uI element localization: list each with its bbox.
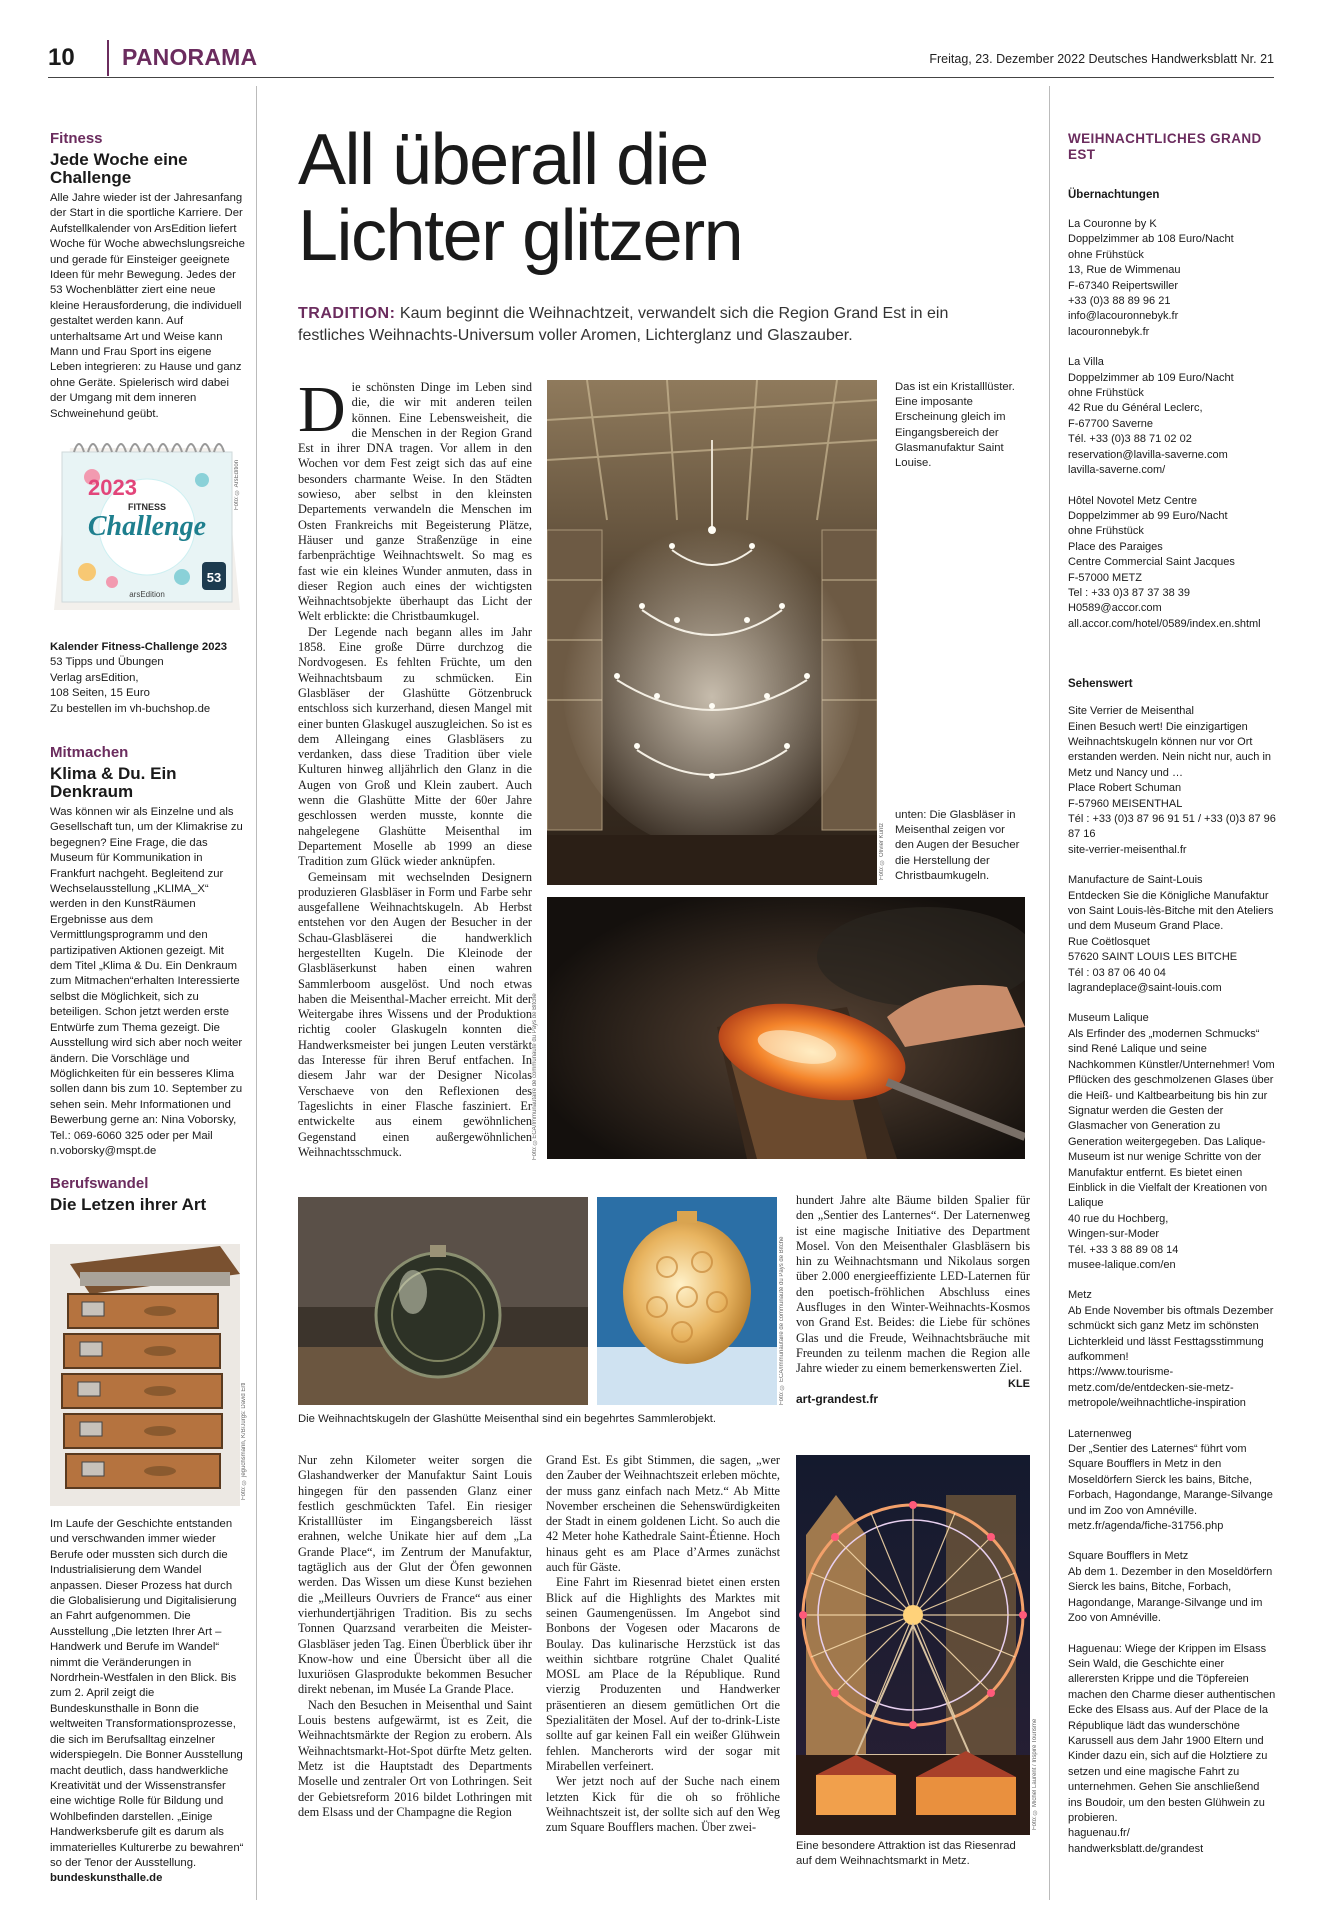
sight-entry: Manufacture de Saint-Louis Entdecken Sie die Königliche Manufaktur von Saint Louis-lès-Bitche mit den Ateliers und dem Museum Grand Place. Rue Coëtlosquet 57620 SAINT LOUIS LES BITCHE Tél : 03 87 06 40 04 lagrandeplace@saint-louis.com — [1068, 874, 1274, 995]
sight-entry: Museum Lalique Als Erfinder des „modernen Schmucks“ sind René Lalique und seine Nachkommen Künstler/Unternehmer! Vom Pflücken des geschmolzenen Glases über die Heiß- und Kaltbearbeitung bis hin zur Signatur werden die Gesten der Glasmacher von Generation zu Generation weitergegeben. Das Lalique-Museum ist nur wenige Schritte von der Manufaktur entfernt. Es bietet einen Einblick in die Vielfalt der Kreationen von Lalique 40 rue du Hochberg, Wingen-sur-Moder Tél. +33 3 88 89 08 14 musee-lalique.com/en — [1068, 1012, 1275, 1271]
column-rule-left — [256, 86, 257, 1900]
calendar-fitness-word: FITNESS — [127, 502, 167, 512]
column-rule-right — [1049, 86, 1050, 1900]
deck-text: Kaum beginnt die Weihnachtzeit, verwandelt sich die Region Grand Est in ein festliches Weihnachts-Universum voller Aromen, Lichterglanz und Glaszauber. — [298, 305, 949, 344]
chandelier-image — [547, 380, 877, 885]
article-paragraph: ie schönsten Dinge im Leben sind die, die wir mit anderen teilen können. Eine Lebensweisheit, die die Menschen in der Region Grand Est in ihrer DNA tragen. Vor allem in den Wochen vor dem Fest zeigt sich das auf eine besonders charmante Weise. In den Städten sowieso, aber selbst in den kleinsten Departements verwandeln die Menschen im Osten Frankreichs mit Begeisterung Plätze, Häuser und ganze Straßenzüge in eine farbenprächtige Weihnachtswelt. So mag es fast wie ein kleines Wunder anmuten, dass in dieser Region auch eines der wichtigsten Weihnachtsobjekte überhaupt das Licht der Welt erblickte: die Christbaumkugel. — [298, 380, 532, 624]
header-separator — [107, 40, 109, 76]
chandelier-credit: Foto: © Olivier Kuntz — [879, 822, 885, 880]
caption-ferris-wheel: Eine besondere Attraktion ist das Riesenrad auf dem Weihnachtsmarkt in Metz. — [796, 1840, 1016, 1868]
infobox-uebernachtungen-head: Übernachtungen — [1068, 189, 1160, 201]
calendar-challenge-word: Challenge — [87, 511, 207, 542]
calendar-info — [50, 640, 245, 717]
ornament-glass-image — [298, 1197, 588, 1405]
calendar-year: 2023 — [88, 475, 137, 500]
glassblower-credit: Foto: ©ECA/Immunautaire de communauté du Pays de Bitche — [532, 993, 538, 1160]
fitness-title: Jede Woche eine Challenge — [50, 150, 188, 187]
article-title: All überall die Lichter glitzern — [298, 120, 743, 276]
article-deck — [298, 303, 1016, 347]
drawers-credit: Foto: © jeguchsmann, K/B/Jürgs: David Ertl — [241, 1382, 247, 1500]
sight-entry: Haguenau: Wiege der Krippen im Elsass Sein Wald, die Geschichte einer allerersten Krippe und die Töpfereien machen den Charme dieser authentischen Ecke des Elsass aus. Auf der Place de la République lädt das wunderschöne Karussell aus dem Jahr 1900 Eltern und Kinder dazu ein, sich auf die Holztiere zu setzen und eine magische Fahrt zu unternehmen. Gehen Sie anschließend ins Boudoir, um den besten Glühwein zu probieren. haguenau.fr/ handwerksblatt.de/grandest — [1068, 1642, 1276, 1855]
article-link[interactable]: art-grandest.fr — [796, 1391, 879, 1406]
infobox — [1068, 131, 1276, 1857]
ferris-wheel-image — [796, 1455, 1030, 1835]
sidebar-mitmachen — [50, 744, 245, 1159]
calendar-credit: Foto: © ArsEdition — [234, 459, 240, 510]
article-paragraph: Grand Est. Es gibt Stimmen, die sagen, „wer den Zauber der Weihnachtszeit erleben möchte, der muss ganz einfach nach Metz.“ Ab Mitte November erscheinen die Sehenswürdigkeiten der Stadt in einem goldenen Licht. So auch die 42 Meter hohe Kathedrale Saint-Étienne. Hoch hinaus geht es am Place d’Armes zunächst auch für Gäste. — [546, 1453, 780, 1575]
ornaments-credit: Foto: © ECA/Immunautaire de communauté du Pays de Bitche — [779, 1236, 785, 1405]
calendar-image — [52, 432, 242, 622]
caption-glassblower: unten: Die Glasbläser in Meisenthal zeigen vor den Augen der Besucher die Herstellung der Christbaumkugeln. — [895, 809, 1020, 882]
article-column-1 — [298, 373, 532, 1160]
header-rule — [48, 77, 1274, 78]
article-column-4 — [796, 1193, 1030, 1407]
calendar-info-text: 53 Tipps und Übungen Verlag arsEdition, 108 Seiten, 15 Euro Zu bestellen im vh-buchshop.de — [50, 656, 211, 715]
caption-chandelier: Das ist ein Kristalllüster. Eine imposante Erscheinung gleich im Eingangsbereich der Glasmanufaktur Saint Louise. — [895, 381, 1015, 470]
glassblower-image — [547, 897, 1025, 1159]
caption-ornaments: Die Weihnachtskugeln der Glashütte Meisenthal sind ein begehrtes Sammlerobjekt. — [298, 1413, 717, 1425]
hotel-entry: Hôtel Novotel Metz Centre Doppelzimmer ab 99 Euro/Nacht ohne Frühstück Place des Paraiges Centre Commercial Saint Jacques F-57000 METZ Tel : +33 0)3 87 37 38 39 H0589@accor.com all.accor.com/hotel/0589/index.en.shtml — [1068, 494, 1261, 630]
article-paragraph: Nur zehn Kilometer weiter sorgen die Glashandwerker der Manufaktur Saint Louis hingegen für den passenden Glanz einer festlich geschmückten Tafel. Ein riesiger Kristalllüster im Eingangsbereich lässt erahnen, welche Unikate hier auf dem „La Grande Place“, im Zentrum der Manufaktur, tagtäglich aus der Glut der Öfen gewonnen werden. Das Wissen um diese Kunst beziehen die „Meilleurs Ouvriers de France“ aus einer vierhundertjährigen Tradition. Bis zu sechs Tonnen Quarzsand verarbeiten die Meister-Glasbläser jeden Tag. Einen Überblick über ihr Know-how und eine Übersicht über all die luxuriösen Glasprodukte bekommen Besucher direkt nebenan, im Musée La Grande Place. — [298, 1453, 532, 1697]
article-column-3 — [546, 1453, 780, 1835]
calendar-brand: arsEdition — [129, 590, 165, 599]
article-paragraph: Wer jetzt noch auf der Suche nach einem letzten Kick für die oh so fröhliche Weihnachtszeit ist, der sollte sich auf den Weg zum Square Boufflers machen. Über zwei- — [546, 1774, 780, 1835]
infobox-kicker: WEIHNACHTLICHES GRAND EST — [1068, 131, 1262, 162]
mitmachen-text: Was können wir als Einzelne und als Gesellschaft tun, um der Klimakrise zu begegnen? Eine Frage, die das Museum für Kommunikation in Frankfurt nachgeht. Begleitend zur Wechselausstellung „KLIMA_X“ werden in den KunstRäumen Ergebnisse aus dem Vermittlungsprogramm und den partizipativen Aktionen gezeigt. Mit dem Titel „Klima & Du. Ein Denkraum zum Mitmachen“erhalten Interessierte selbst die Möglichkeit, sich zu beteiligen. Schon jetzt werden erste Entwürfe zum Thema gezeigt. Die Ausstellung wird sich aber noch weiter ändern. Die Vorschläge und Möglichkeiten für ein besseres Klima sollen dann bis zum 10. September zu sehen sein. Mehr Informationen und Bewerbung gerne an: Nina Voborsky, Tel.: 069-6060 325 oder per Mail n.voborsky@mspt.de — [50, 806, 243, 1157]
mitmachen-kicker: Mitmachen — [50, 744, 129, 761]
sidebar-fitness — [50, 130, 245, 422]
ornament-gold-image — [597, 1197, 777, 1405]
drawers-image — [50, 1244, 240, 1506]
dateline: Freitag, 23. Dezember 2022 Deutsches Handwerksblatt Nr. 21 — [929, 52, 1274, 66]
section-title: PANORAMA — [122, 44, 258, 70]
deck-tag: TRADITION: — [298, 305, 396, 322]
sight-entry: Metz Ab Ende November bis oftmals Dezember schmückt sich ganz Metz im schönsten Lichterkleid und lässt Festtagsstimmung aufkommen! https://www.tourisme-metz.com/de/entdecken-sie-metz-metropole/weihnachtliche-inspiration — [1068, 1289, 1274, 1410]
sight-entry: Laternenweg Der „Sentier des Laternes“ führt vom Square Boufflers in Metz in den Moseldörfern Sierck les bains, Bitche, Forbach, Hagondange, Marange-Silvange und im Zoo von Amnéville. metz.fr/agenda/fiche-31756.php — [1068, 1427, 1273, 1533]
sidebar-berufswandel — [50, 1175, 245, 1218]
berufswandel-text: Im Laufe der Geschichte entstanden und verschwanden immer wieder Berufe oder mussten sich durch die Industrialisierung dem Wandel anpassen. Dieser Prozess hat durch die Globalisierung und Digitalisierung an Fahrt aufgenommen. Die Ausstellung „Die letzten Ihrer Art – Handwerk und Berufe im Wandel“ nimmt die Veränderungen in Nordrhein-Westfalen in den Blick. Bis zum 2. April zeigt die Bundeskunsthalle in Bonn die weltweiten Transformationsprozesse, die sich im Berufsalltag einzelner widerspiegeln. Die Bonner Ausstellung macht deutlich, dass handwerkliche Kreativität und der Wissenstransfer eine wichtige Rolle für Bildung und Wohlbefinden darstellen. „Einige Handwerksberufe gilt es darum als immaterielles Kulturerbe zu bewahren“ so der Tenor der Ausstellung. — [50, 1518, 244, 1869]
berufswandel-kicker: Berufswandel — [50, 1175, 149, 1192]
article-paragraph: hundert Jahre alte Bäume bilden Spalier für den „Sentier des Lanternes“. Der Laternenweg ist eine magische Initiative des Department Mosel. Von den Meisenthaler Glasbläsern bis hin zu Weihnachtsmann und Nikolaus sorgen über 2.000 energieeffiziente LED-Laternen für den poetisch-fröhlichen Abschluss eines Ausfluges in den Winter-Weihnachts-Kosmos von Grand Est. Beides: die Liebe für schönes Glas und die Freude, Weihnachtsbräuche mit Freunden zu teilenm machen die Region alle Jahre wieder zu einem bemerkenswerten Ziel. — [796, 1193, 1030, 1376]
sight-entry: Square Boufflers in Metz Ab dem 1. Dezember in den Moseldörfern Sierck les bains, Bitche, Forbach, Hagondange, Marange-Silvange und im Zoo von Amnéville. — [1068, 1550, 1273, 1625]
calendar-badge: 53 — [206, 570, 222, 585]
fitness-kicker: Fitness — [50, 130, 103, 147]
berufswandel-title: Die Letzen ihrer Art — [50, 1195, 207, 1214]
article-paragraph: Gemeinsam mit wechselnden Designern produzieren Glasbläser in Form und Farbe sehr ausgefallene Weihnachtskugeln. Ab Herbst entstehen vor den Augen der Besucher in der Schau-Glasbläserei die handwerklich hergestellten Kugeln. Die Kleinode der Glasbläserkunst haben einen wahren Sammlerboom ausgelöst. Und noch etwas haben die Meisenthal-Macher erreicht. Mit der Weitergabe ihres Wissens und der Produktion richtig cooler Glaskugeln konnten die Handwerksmeister bei jungen Leuten verstärkt das Interesse für ihren Beruf entfachen. In diesem Jahr war der Designer Nicolas Verschaeve von den Reflexionen des Tageslichts in einer Flasche fasziniert. Er entwickelte aus einem gewöhnlichen Gegenstand einen außergewöhnlichen Weihnachtsschmuck. — [298, 869, 532, 1159]
infobox-sehenswert-head: Sehenswert — [1068, 678, 1133, 691]
article-paragraph: Eine Fahrt im Riesenrad bietet einen ersten Blick auf die Highlights des Marktes mit seinen Gaumengenüssen. Im Angebot sind Bonbons der Vogesen oder Macarons de Boulay. Das kulinarische Herzstück ist das weithin sichtbare rotgrüne Chalet Qualité MOSL am Place de la République. Rund vierzig Produzenten und Handwerker präsentieren an diesem gemütlichen Ort die Spezialitäten der Mosel. Auf der to-drink-Liste sollte auf gar keinen Fall ein weißer Glühwein fehlen. Mancherorts wird der sogar mit Mirabellen verfeinert. — [546, 1575, 780, 1773]
article-paragraph: Der Legende nach begann alles im Jahr 1858. Eine große Dürre durchzog die Nordvogesen. Es fehlten Früchte, um den Weihnachtsbaum zu schmücken. Ein Glasbläser der Glashütte Götzenbruck entschloss sich kurzerhand, diesen Mangel mit einer bunten Glaskugel auszugleichen. So ist es dem Alleingang eines Glasbläsers zu verdanken, dass diese Tradition über viele Kulturen hinweg alljährlich den Glanz in die Augen von Groß und Klein zaubert. Auch wenn die Glashütte Mitte der 60er Jahre geschlossen werden musste, konnte die nahgelegene Glashütte Meisenthal im Departement Moselle ab 1999 an diese Tradition zum Glück wieder anknüpfen. — [298, 624, 532, 869]
article-paragraph: Nach den Besuchen in Meisenthal und Saint Louis bestens aufgewärmt, ist es Zeit, die Weihnachtsmärkte der Region zu erobern. Als Weihnachtsmarkt-Hot-Spot dürfte Metz gelten. Metz ist die Hauptstadt des Departments Moselle und zentraler Ort von Lothringen. Seit der Gebietsreform 2016 bildet Lothringen mit dem Elsass und der Champagne die Region — [298, 1697, 532, 1819]
hotel-entry: La Villa Doppelzimmer ab 109 Euro/Nacht ohne Frühstück 42 Rue du Général Leclerc, F-67700 Saverne Tél. +33 (0)3 88 71 02 02 reservation@lavilla-saverne.com lavilla-saverne.com/ — [1068, 356, 1234, 477]
ferris-wheel-credit: Foto: © Michel Laurent / Inspire Tourisme — [1032, 1718, 1038, 1830]
calendar-info-title: Kalender Fitness-Challenge 2023 — [50, 641, 228, 653]
article-author: KLE — [1008, 1377, 1030, 1390]
sight-entry: Site Verrier de Meisenthal Einen Besuch wert! Die einzigartigen Weihnachtskugeln können nur vor Ort erstanden werden. Nein nicht nur, auch in Metz und Nancy und … Place Robert Schuman F-57960 MEISENTHAL Tél : +33 (0)3 87 96 91 51 / +33 (0)3 87 96 87 16 site-verrier-meisenthal.fr — [1068, 705, 1276, 856]
article-column-2 — [298, 1453, 532, 1820]
page-number: 10 — [48, 44, 75, 71]
berufswandel-link[interactable]: bundeskunsthalle.de — [50, 1872, 163, 1885]
berufswandel-body — [50, 1517, 245, 1887]
drop-cap: D — [298, 373, 346, 446]
mitmachen-title: Klima & Du. Ein Denkraum — [50, 764, 177, 801]
hotel-entry: La Couronne by K Doppelzimmer ab 108 Euro/Nacht ohne Frühstück 13, Rue de Wimmenau F-67340 Reipertswiller +33 (0)3 88 89 96 21 info@lacouronnebyk.fr lacouronnebyk.fr — [1068, 218, 1234, 338]
fitness-text: Alle Jahre wieder ist der Jahresanfang der Start in die sportliche Karriere. Der Aufstellkalender von ArsEdition liefert Woche für Woche abwechslungsreiche und gerade für Einsteiger geeignete Ideen für mehr Bewegung. Jedes der 53 Wochenblätter ziert eine neue kleine Herausforderung, die individuell gestaltet werden kann. Auf unterhaltsame Art und Weise kann Mann und Frau Sport ins eigene Leben integrieren: zu Hause und ganz ohne Geräte. Spielerisch wird dabei der Umgang mit dem inneren Schweinehund geübt. — [50, 192, 245, 420]
